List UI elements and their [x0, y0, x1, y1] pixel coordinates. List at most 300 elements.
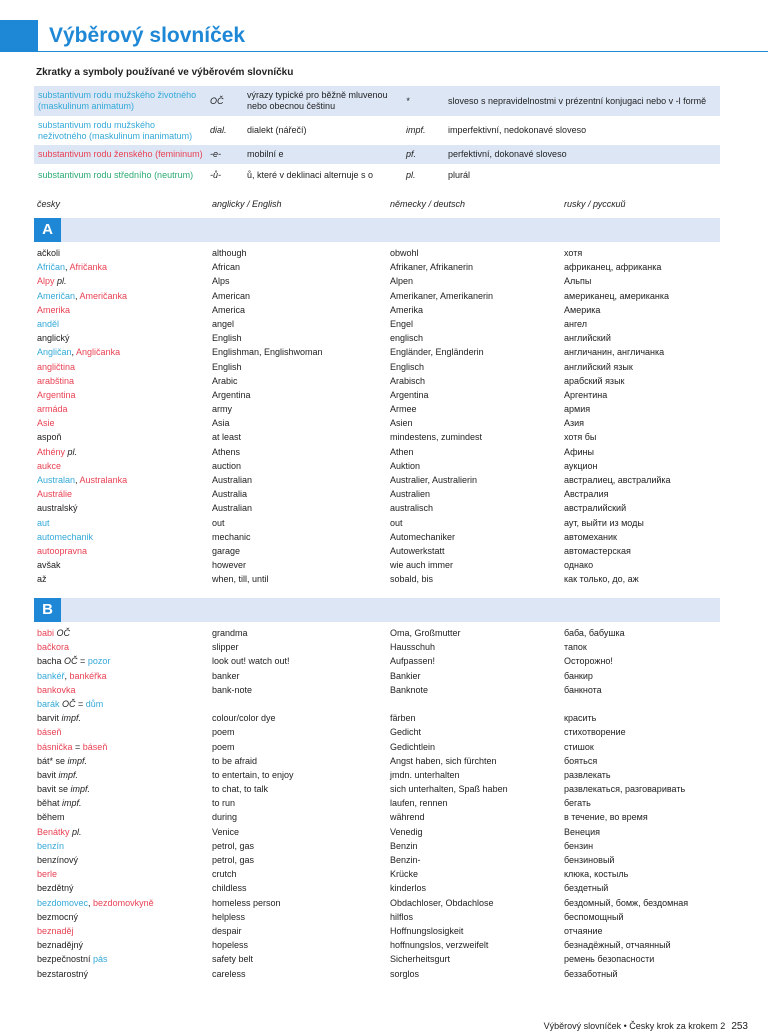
entry-russian: бездетный — [564, 883, 609, 894]
legend-desc: imperfektivní, nedokonavé sloveso — [448, 125, 587, 135]
entry-english: Australian — [212, 503, 253, 514]
entry-czech — [37, 246, 60, 260]
entry-czech — [37, 501, 78, 515]
entry-german: out — [390, 517, 403, 528]
czech-segment: anděl — [37, 318, 60, 329]
czech-segment: bankovka — [37, 684, 76, 695]
entry-german: Alpen — [390, 276, 414, 287]
czech-segment: Asie — [37, 418, 55, 429]
entry-german: Engel — [390, 318, 414, 329]
czech-segment: bát* se — [37, 755, 66, 766]
section-letter: B — [34, 598, 61, 622]
legend-abbr: * — [406, 95, 410, 106]
entry-czech — [37, 796, 82, 810]
entry-german: Benzin — [390, 840, 418, 851]
entry-russian: развлекаться, разговаривать — [564, 784, 686, 795]
czech-segment: beznaděj — [37, 925, 74, 936]
column-header-english: anglicky / English — [212, 199, 282, 209]
entry-row — [34, 867, 720, 881]
legend-abbr: OČ — [210, 95, 224, 106]
entry-german: wie auch immer — [390, 560, 454, 571]
entry-german: Australier, Australierin — [390, 475, 478, 485]
entry-russian: стишок — [564, 741, 594, 752]
entry-german: Obdachloser, Obdachlose — [390, 897, 494, 908]
entry-row — [34, 360, 720, 374]
entry-czech — [37, 810, 65, 824]
czech-segment: pozor — [87, 656, 111, 667]
entry-czech — [37, 402, 68, 416]
entry-russian: красить — [564, 713, 597, 724]
entry-row — [34, 952, 720, 966]
czech-segment: bankéřka — [69, 670, 107, 681]
entry-german: sich unterhalten, Spaß haben — [390, 784, 508, 795]
entry-czech — [37, 881, 74, 895]
czech-segment: benzín — [37, 840, 65, 851]
czech-segment: = — [77, 656, 88, 667]
entry-row — [34, 853, 720, 867]
entry-german: Gedicht — [390, 727, 422, 738]
entry-czech — [37, 725, 62, 739]
legend-row — [34, 164, 720, 186]
czech-segment: aspoň — [37, 432, 62, 443]
entry-russian: Афины — [564, 446, 594, 457]
entry-english: look out! watch out! — [212, 656, 290, 667]
entry-row — [34, 345, 720, 359]
entry-row — [34, 402, 720, 416]
czech-segment: babi — [37, 628, 55, 638]
czech-segment: pl. — [54, 276, 67, 287]
entry-german: sorglos — [390, 968, 420, 979]
entry-english: garage — [212, 545, 241, 556]
entry-english: mechanic — [212, 531, 251, 542]
entry-russian: однако — [564, 560, 594, 571]
entry-german: Amerika — [390, 304, 424, 315]
czech-segment: Afričanka — [69, 262, 108, 273]
entry-german: Asien — [390, 418, 413, 429]
entry-german: sobald, bis — [390, 574, 434, 585]
entry-german: australisch — [390, 503, 434, 514]
entry-russian: Альпы — [564, 276, 592, 287]
czech-segment: = — [75, 698, 86, 709]
page-number: 253 — [731, 1021, 748, 1032]
entry-czech — [37, 640, 69, 654]
entry-german: mindestens, zumindest — [390, 432, 483, 443]
entry-english: Argentina — [212, 389, 251, 400]
entry-russian: ремень безопасности — [564, 954, 655, 965]
entry-row — [34, 825, 720, 839]
entry-row — [34, 881, 720, 895]
czech-segment: impf. — [59, 798, 82, 809]
entry-russian: Америка — [564, 304, 601, 315]
entry-row — [34, 331, 720, 345]
entry-russian: баба, бабушка — [564, 628, 625, 638]
legend-abbr: dial. — [210, 125, 227, 135]
section-b — [34, 598, 720, 981]
entry-german: Engländer, Engländerin — [390, 347, 484, 358]
entry-russian: бензин — [564, 840, 594, 851]
czech-segment: pl. — [69, 826, 82, 837]
entry-russian: арабский язык — [564, 375, 625, 386]
czech-segment: = — [72, 741, 83, 752]
entry-row — [34, 754, 720, 768]
entry-english: at least — [212, 432, 242, 443]
legend-desc: výrazy typické pro běžně mluvenou nebo obecnou češtinu — [247, 90, 388, 111]
entry-row — [34, 938, 720, 952]
entry-czech — [37, 910, 78, 924]
entry-czech — [37, 669, 107, 683]
entry-czech — [37, 289, 127, 303]
column-header-czech: česky — [37, 199, 61, 209]
czech-segment: armáda — [37, 404, 68, 415]
entry-row — [34, 303, 720, 317]
entry-russian: тапок — [564, 642, 587, 653]
legend-desc: sloveso s nepravidelnostmi v prézentní konjugaci nebo v -l formě — [448, 95, 707, 106]
entry-english: during — [212, 812, 238, 823]
entry-russian: хотя бы — [564, 432, 597, 443]
czech-segment: bezdomovkyně — [93, 897, 154, 908]
entry-czech — [37, 740, 107, 754]
entry-german: färben — [390, 713, 416, 724]
entry-czech — [37, 839, 64, 853]
entry-german: obwohl — [390, 248, 419, 258]
entry-czech — [37, 473, 127, 487]
entry-english: out — [212, 517, 225, 528]
entry-czech — [37, 530, 93, 544]
czech-segment: automechanik — [37, 531, 94, 542]
czech-segment: berle — [37, 869, 58, 880]
czech-segment: , — [64, 670, 70, 681]
czech-segment: , — [71, 347, 77, 358]
entry-german: Venedig — [390, 826, 423, 837]
czech-segment: beznadějný — [37, 940, 84, 951]
czech-segment: aut — [37, 517, 50, 528]
entry-czech — [37, 697, 103, 711]
entry-russian: английский язык — [564, 361, 633, 372]
czech-segment: běhat — [37, 798, 60, 809]
column-header-german: německy / deutsch — [390, 199, 466, 209]
entry-english: army — [212, 404, 232, 415]
entry-german: Gedichtlein — [390, 741, 436, 752]
entry-czech — [37, 516, 50, 530]
entry-english: banker — [212, 670, 240, 681]
entry-czech — [37, 360, 75, 374]
czech-segment: , — [88, 897, 94, 908]
czech-segment: bacha — [37, 656, 62, 667]
entry-czech — [37, 416, 55, 430]
czech-segment: Athény — [37, 446, 66, 457]
entry-russian: безнадёжный, отчаянный — [564, 940, 671, 951]
entry-row — [34, 839, 720, 853]
entry-russian: австралийский — [564, 503, 627, 514]
entry-row — [34, 640, 720, 654]
entry-english: bank-note — [212, 684, 253, 695]
czech-segment: benzínový — [37, 855, 79, 865]
entry-english: slipper — [212, 642, 239, 653]
letter-bar — [34, 598, 720, 622]
entry-row — [34, 445, 720, 459]
section-letter: A — [34, 218, 61, 242]
legend-abbr: pl. — [406, 169, 416, 180]
entry-row — [34, 317, 720, 331]
czech-segment: až — [37, 574, 47, 585]
entry-english: careless — [212, 968, 246, 979]
entry-russian: англичанин, англичанка — [564, 347, 665, 358]
entry-russian: автомеханик — [564, 531, 617, 542]
czech-segment: angličtina — [37, 361, 76, 372]
entry-english: English — [212, 333, 242, 344]
entry-russian: беззаботный — [564, 968, 618, 979]
legend-row — [34, 116, 720, 145]
entry-row — [34, 430, 720, 444]
czech-segment: , — [65, 262, 70, 273]
entry-czech — [37, 711, 81, 725]
entry-czech — [37, 853, 78, 867]
entry-german: Hoffnungslosigkeit — [390, 925, 464, 936]
czech-segment: Benátky — [37, 826, 70, 837]
abbreviation-legend — [34, 86, 720, 186]
entry-english: African — [212, 262, 241, 273]
entry-russian: банкнота — [564, 684, 602, 695]
entry-german: Afrikaner, Afrikanerin — [390, 262, 474, 273]
entry-german: Autowerkstatt — [390, 545, 445, 556]
entry-english: despair — [212, 925, 242, 936]
entry-english: however — [212, 560, 247, 571]
czech-segment: OČ — [54, 628, 71, 638]
entry-english: American — [212, 290, 251, 301]
entry-row — [34, 768, 720, 782]
entry-russian: бездомный, бомж, бездомная — [564, 897, 689, 908]
entry-czech — [37, 768, 78, 782]
entry-row — [34, 274, 720, 288]
entry-russian: аукцион — [564, 460, 598, 471]
entry-row — [34, 796, 720, 810]
entry-row — [34, 501, 720, 515]
czech-segment: Argentina — [37, 389, 76, 400]
czech-segment: impf. — [68, 784, 91, 795]
entry-english: English — [212, 361, 242, 372]
entry-row — [34, 260, 720, 274]
czech-segment: barák — [37, 698, 60, 709]
page-footer — [544, 1021, 748, 1032]
entry-german: Banknote — [390, 684, 429, 695]
entry-russian: клюка, костыль — [564, 869, 629, 880]
entry-russian: английский — [564, 333, 611, 344]
entry-german: Hausschuh — [390, 642, 436, 653]
entry-russian: Азия — [564, 418, 585, 429]
entry-czech — [37, 782, 90, 796]
entry-german: Englisch — [390, 361, 425, 372]
entry-czech — [37, 952, 108, 966]
czech-segment: Američanka — [79, 290, 128, 301]
entry-czech — [37, 274, 67, 288]
entry-czech — [37, 924, 74, 938]
czech-segment: bezmocný — [37, 911, 79, 922]
entry-czech — [37, 867, 57, 881]
entry-english: childless — [212, 883, 247, 894]
legend-row — [34, 86, 720, 116]
czech-segment: barvit — [37, 713, 60, 724]
legend-desc: dialekt (nářečí) — [247, 125, 307, 135]
entry-russian: развлекать — [564, 769, 611, 780]
entry-german: während — [390, 812, 425, 823]
entry-czech — [37, 825, 82, 839]
entry-czech — [37, 260, 107, 274]
legend-gender-label: substantivum rodu středního (neutrum) — [38, 169, 194, 180]
legend-gender-label: substantivum rodu mužského životného (maskulinum animatum) — [38, 90, 197, 111]
entry-czech — [37, 967, 88, 981]
czech-segment: arabština — [37, 375, 75, 386]
entry-czech — [37, 430, 62, 444]
czech-segment: , — [75, 475, 80, 485]
entry-english: Australia — [212, 489, 248, 500]
entry-english: auction — [212, 460, 242, 471]
legend-abbr: impf. — [406, 125, 426, 135]
entry-english: crutch — [212, 869, 237, 880]
entry-row — [34, 289, 720, 303]
entry-russian: ангел — [564, 318, 588, 329]
entry-german: Krücke — [390, 869, 419, 880]
entry-row — [34, 459, 720, 473]
entry-english: petrol, gas — [212, 855, 255, 865]
entry-row — [34, 626, 720, 640]
entry-english: America — [212, 304, 246, 315]
entry-row — [34, 740, 720, 754]
czech-segment: Angličan — [37, 347, 72, 358]
entry-czech — [37, 331, 70, 345]
entry-russian: африканец, африканка — [564, 262, 662, 273]
entry-english: to run — [212, 798, 236, 809]
entry-russian: беспомощный — [564, 911, 624, 922]
entry-english: safety belt — [212, 954, 254, 965]
czech-segment: Američan — [37, 290, 76, 301]
entry-german: Athen — [390, 446, 414, 457]
entry-russian: автомастерская — [564, 545, 631, 556]
czech-segment: pás — [90, 954, 108, 965]
entry-czech — [37, 938, 83, 952]
entry-english: Englishman, Englishwoman — [212, 347, 323, 358]
entry-russian: стихотворение — [564, 727, 626, 738]
legend-gender-label: substantivum rodu mužského neživotného (maskulinum inanimatum) — [38, 119, 193, 141]
entry-list — [34, 626, 720, 981]
czech-segment: bavit se — [37, 784, 69, 795]
entry-czech — [37, 626, 70, 640]
czech-segment: impf. — [65, 755, 88, 766]
entry-german: Armee — [390, 404, 417, 415]
czech-segment: bezpečnostní — [37, 954, 91, 965]
entry-czech — [37, 558, 61, 572]
entry-russian: бензиновый — [564, 855, 615, 865]
entry-russian: американец, американка — [564, 290, 669, 301]
entry-czech — [37, 754, 87, 768]
title-divider — [38, 51, 768, 52]
entry-russian: Осторожно! — [564, 656, 613, 667]
entry-german: Argentina — [390, 389, 429, 400]
entry-english: when, till, until — [212, 574, 269, 585]
entry-czech — [37, 544, 87, 558]
entry-row — [34, 246, 720, 260]
entry-czech — [37, 303, 70, 317]
entry-english: to chat, to talk — [212, 784, 269, 795]
entry-russian: аут, выйти из моды — [564, 517, 644, 528]
entry-row — [34, 558, 720, 572]
entry-english: angel — [212, 318, 235, 329]
entry-english: although — [212, 248, 247, 258]
czech-segment: básnička — [37, 741, 73, 752]
czech-segment: během — [37, 812, 65, 823]
entry-german: Australien — [390, 489, 431, 500]
czech-segment: báseň — [82, 741, 108, 752]
entry-english: Athens — [212, 446, 241, 457]
entry-row — [34, 910, 720, 924]
entry-english: colour/color dye — [212, 713, 276, 724]
entry-row — [34, 416, 720, 430]
legend-desc: perfektivní, dokonavé sloveso — [448, 149, 567, 159]
legend-desc: plurál — [448, 169, 471, 180]
entry-row — [34, 810, 720, 824]
entry-row — [34, 487, 720, 501]
entry-czech — [37, 572, 47, 586]
entry-english: poem — [212, 727, 235, 738]
entry-russian: Австралия — [564, 489, 609, 500]
entry-english: petrol, gas — [212, 840, 255, 851]
czech-segment: OČ — [61, 656, 78, 667]
entry-row — [34, 725, 720, 739]
entry-czech — [37, 654, 110, 668]
czech-segment: báseň — [37, 727, 62, 738]
czech-segment: Australanka — [79, 475, 128, 485]
czech-segment: anglický — [37, 333, 70, 344]
czech-segment: OČ — [59, 698, 76, 709]
entry-row — [34, 782, 720, 796]
entry-german: Angst haben, sich fürchten — [390, 755, 497, 766]
czech-segment: bačkora — [37, 642, 70, 653]
czech-segment: , — [75, 290, 80, 301]
entry-row — [34, 388, 720, 402]
entry-english: grandma — [212, 628, 248, 638]
entry-row — [34, 572, 720, 586]
entry-row — [34, 711, 720, 725]
czech-segment: aukce — [37, 460, 62, 471]
entry-german: hilflos — [390, 911, 414, 922]
letter-bar — [34, 218, 720, 242]
legend-abbr: -ů- — [210, 169, 221, 180]
entry-russian: банкир — [564, 670, 593, 681]
legend-abbr: pf. — [406, 149, 417, 159]
entry-english: to entertain, to enjoy — [212, 769, 294, 780]
entry-german: laufen, rennen — [390, 798, 448, 809]
entry-russian: Аргентина — [564, 389, 608, 400]
entry-english: Australian — [212, 475, 253, 485]
czech-segment: dům — [85, 698, 104, 709]
czech-segment: Afričan — [37, 262, 66, 273]
entry-english: Asia — [212, 418, 230, 429]
entry-czech — [37, 388, 76, 402]
entry-german: hoffnungslos, verzweifelt — [390, 940, 489, 951]
entry-english: homeless person — [212, 897, 281, 908]
legend-desc: ů, které v deklinaci alternuje s o — [247, 169, 374, 180]
entry-czech — [37, 317, 59, 331]
page-title: Výběrový slovníček — [49, 24, 246, 47]
entry-russian: Венеция — [564, 826, 601, 837]
header-tab-block — [0, 20, 38, 52]
entry-russian: бегать — [564, 798, 591, 809]
legend-abbr: -e- — [210, 149, 221, 159]
czech-segment: autoopravna — [37, 545, 88, 556]
entry-russian: армия — [564, 404, 591, 415]
entry-german: Auktion — [390, 460, 421, 471]
czech-segment: bezdětný — [37, 883, 74, 894]
entry-russian: как только, до, аж — [564, 574, 639, 585]
